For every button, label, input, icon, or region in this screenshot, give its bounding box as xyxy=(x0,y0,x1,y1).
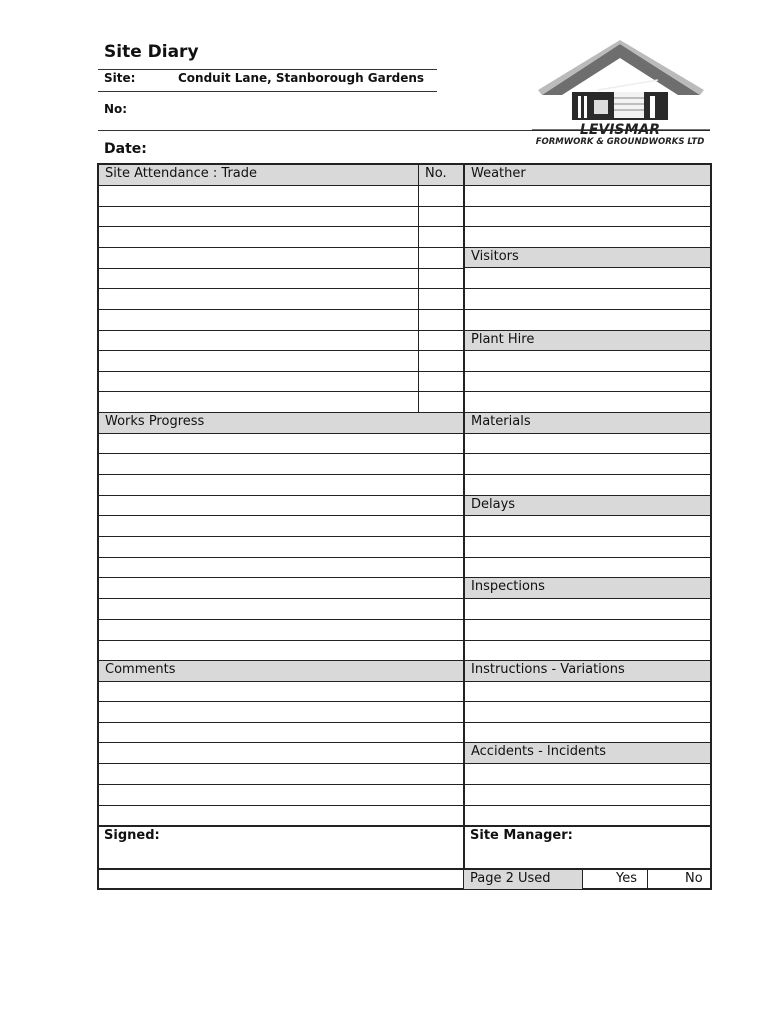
right-row-line xyxy=(464,371,711,372)
right-row-line xyxy=(464,619,711,620)
signed-top-border xyxy=(98,825,711,827)
left-row-line xyxy=(98,619,464,620)
right-row-line xyxy=(464,536,711,537)
header-accidents-incidents: Accidents - Incidents xyxy=(464,742,711,764)
header-comments: Comments xyxy=(98,660,464,682)
header-attendance-no: No. xyxy=(418,164,464,186)
left-row-line xyxy=(98,763,464,764)
logo-name: LEVISMAR xyxy=(579,122,661,138)
left-row-line xyxy=(98,391,464,392)
site-label: Site: xyxy=(104,71,136,85)
header-visitors: Visitors xyxy=(464,247,711,268)
left-row-line xyxy=(98,371,464,372)
right-row-line xyxy=(464,557,711,558)
right-row-line xyxy=(464,226,711,227)
left-row-line xyxy=(98,226,464,227)
footer-divider-2 xyxy=(582,870,583,889)
right-row-line xyxy=(464,640,711,641)
right-row-line xyxy=(464,784,711,785)
header-plant-hire: Plant Hire xyxy=(464,330,711,351)
site-underline xyxy=(98,91,437,92)
no-option[interactable]: No xyxy=(685,871,703,886)
left-row-line xyxy=(98,495,464,496)
footer-divider-1 xyxy=(463,870,464,889)
logo-subtitle: FORMWORK & GROUNDWORKS LTD xyxy=(535,137,705,147)
diary-table xyxy=(97,163,712,890)
left-row-line xyxy=(98,474,464,475)
right-row-line xyxy=(464,288,711,289)
left-row-line xyxy=(98,330,464,331)
left-row-line xyxy=(98,288,464,289)
left-row-line xyxy=(98,515,464,516)
no-label: No: xyxy=(104,102,128,116)
left-row-line xyxy=(98,557,464,558)
header-delays: Delays xyxy=(464,495,711,516)
logo-graphic xyxy=(528,40,713,148)
right-row-line xyxy=(464,805,711,806)
right-row-line xyxy=(464,391,711,392)
header-inspections: Inspections xyxy=(464,577,711,599)
right-row-line xyxy=(464,701,711,702)
left-row-line xyxy=(98,722,464,723)
left-row-line xyxy=(98,577,464,578)
left-row-line xyxy=(98,536,464,537)
left-row-line xyxy=(98,805,464,806)
left-row-line xyxy=(98,247,464,248)
header-works-progress: Works Progress xyxy=(98,412,464,434)
left-row-line xyxy=(98,206,464,207)
left-row-line xyxy=(98,350,464,351)
header-materials: Materials xyxy=(464,412,711,434)
right-row-line xyxy=(464,206,711,207)
right-row-line xyxy=(464,453,711,454)
right-row-line xyxy=(464,309,711,310)
right-row-line xyxy=(464,474,711,475)
header-weather: Weather xyxy=(464,164,711,186)
right-row-line xyxy=(464,722,711,723)
page-title: Site Diary xyxy=(104,42,199,62)
left-row-line xyxy=(98,640,464,641)
left-row-line xyxy=(98,784,464,785)
left-row-line xyxy=(98,453,464,454)
signed-label: Signed: xyxy=(104,828,160,843)
title-underline xyxy=(98,69,437,70)
left-row-line xyxy=(98,309,464,310)
date-label: Date: xyxy=(104,141,147,157)
left-row-line xyxy=(98,598,464,599)
left-row-line xyxy=(98,701,464,702)
signed-bottom-border xyxy=(98,868,711,870)
company-logo xyxy=(528,40,713,148)
footer-divider-3 xyxy=(647,870,648,889)
header-instructions-variations: Instructions - Variations xyxy=(464,660,711,682)
page2-used-label: Page 2 Used xyxy=(470,871,551,886)
left-row-line xyxy=(98,268,464,269)
site-value: Conduit Lane, Stanborough Gardens xyxy=(178,71,425,85)
header-site-attendance: Site Attendance : Trade xyxy=(98,164,419,186)
left-row-line xyxy=(98,742,464,743)
yes-option[interactable]: Yes xyxy=(616,871,637,886)
site-manager-label: Site Manager: xyxy=(470,828,573,843)
